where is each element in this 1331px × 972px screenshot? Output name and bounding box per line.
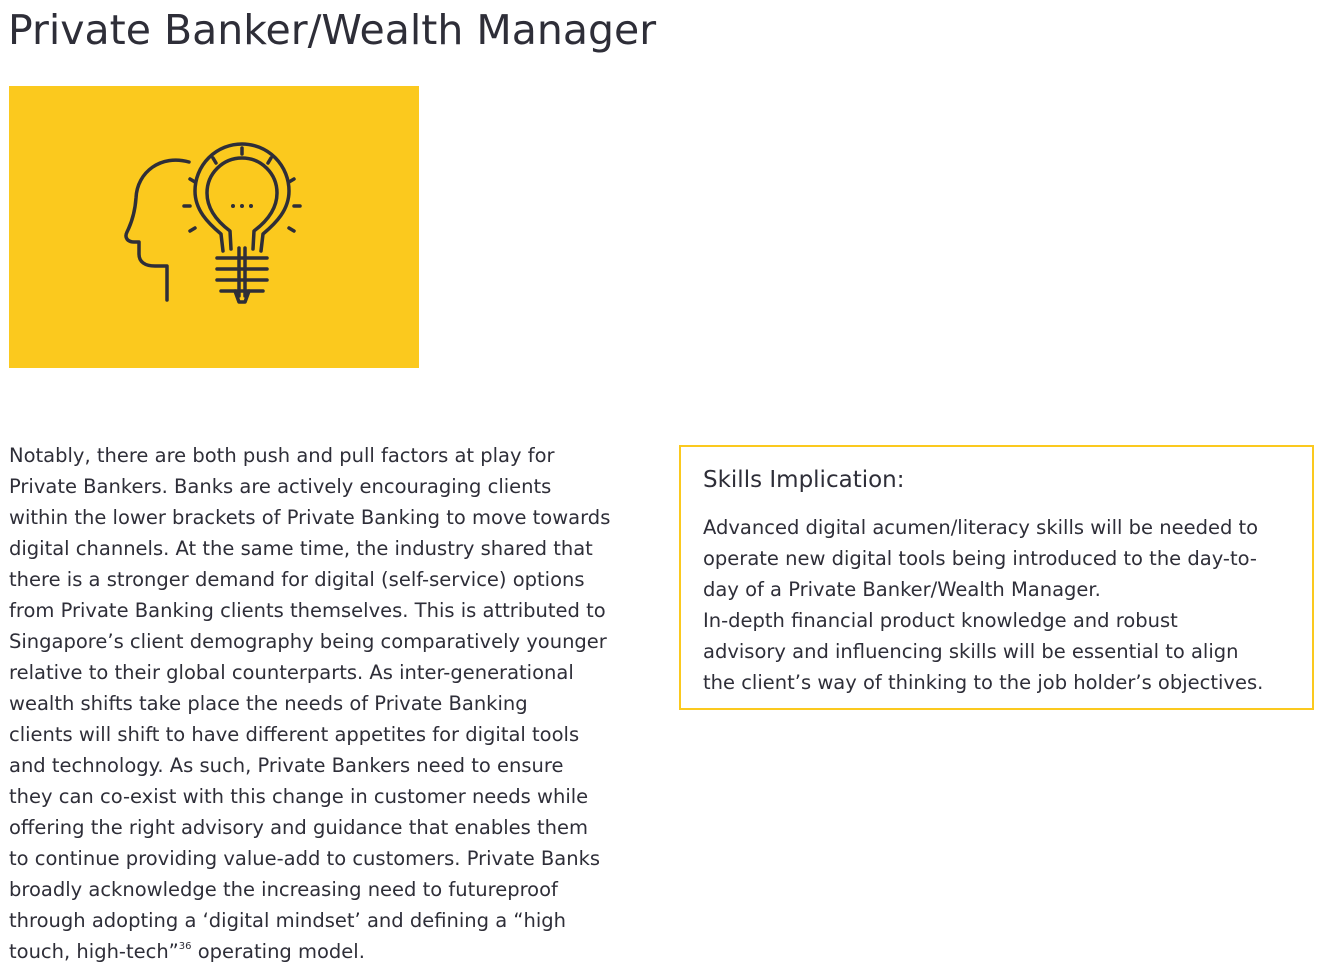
skills-heading: Skills Implication: bbox=[703, 467, 905, 493]
skills-implication-box bbox=[679, 445, 1314, 710]
light-ray bbox=[213, 158, 216, 163]
body-line: through adopting a ‘digital mindset’ and defining a “high bbox=[9, 909, 566, 932]
thought-dot bbox=[231, 204, 235, 208]
body-line: digital channels. At the same time, the industry shared that bbox=[9, 537, 593, 560]
lightbulb-outer-outline bbox=[195, 144, 289, 251]
thought-dot bbox=[240, 204, 244, 208]
skills-line: advisory and influencing skills will be essential to align bbox=[703, 640, 1239, 663]
head-lightbulb-icon bbox=[9, 86, 419, 368]
body-line: and technology. As such, Private Bankers need to ensure bbox=[9, 754, 564, 777]
body-line: they can co-exist with this change in customer needs while bbox=[9, 785, 589, 808]
body-line: there is a stronger demand for digital (self-service) options bbox=[9, 568, 585, 591]
light-ray bbox=[268, 158, 271, 163]
body-paragraph bbox=[9, 440, 654, 967]
skills-line: the client’s way of thinking to the job holder’s objectives. bbox=[703, 671, 1264, 694]
body-line: broadly acknowledge the increasing need to futureproof bbox=[9, 878, 558, 901]
hero-panel bbox=[9, 86, 419, 368]
light-ray bbox=[289, 228, 294, 231]
body-line: to continue providing value-add to customers. Private Banks bbox=[9, 847, 601, 870]
body-line: clients will shift to have different appetites for digital tools bbox=[9, 723, 580, 746]
light-ray bbox=[190, 179, 195, 182]
body-line: relative to their global counterparts. As inter-generational bbox=[9, 661, 574, 684]
skills-line: Advanced digital acumen/literacy skills will be needed to bbox=[703, 516, 1259, 539]
footnote-reference: 36 bbox=[178, 941, 192, 952]
light-ray bbox=[289, 179, 294, 182]
thought-dot bbox=[249, 204, 253, 208]
body-line: Private Bankers. Banks are actively encouraging clients bbox=[9, 475, 552, 498]
skills-line: day of a Private Banker/Wealth Manager. bbox=[703, 578, 1101, 601]
skills-line: In-depth financial product knowledge and robust bbox=[703, 609, 1178, 632]
skills-line: operate new digital tools being introduced to the day-to- bbox=[703, 547, 1257, 570]
page-title: Private Banker/Wealth Manager bbox=[8, 6, 657, 54]
body-line: within the lower brackets of Private Banking to move towards bbox=[9, 506, 611, 529]
body-line: from Private Banking clients themselves. This is attributed to bbox=[9, 599, 606, 622]
body-last-line-start: touch, high-tech” bbox=[9, 940, 179, 963]
body-line: offering the right advisory and guidance that enables them bbox=[9, 816, 588, 839]
light-ray bbox=[190, 228, 195, 231]
body-line: Singapore’s client demography being comparatively younger bbox=[9, 630, 607, 653]
body-last-line-end: operating model. bbox=[191, 940, 365, 963]
body-line: wealth shifts take place the needs of Private Banking bbox=[9, 692, 528, 715]
body-line: Notably, there are both push and pull factors at play for bbox=[9, 444, 555, 467]
skills-text bbox=[703, 512, 1263, 698]
head-profile-outline bbox=[126, 160, 189, 300]
lightbulb-inner-outline bbox=[207, 158, 277, 249]
